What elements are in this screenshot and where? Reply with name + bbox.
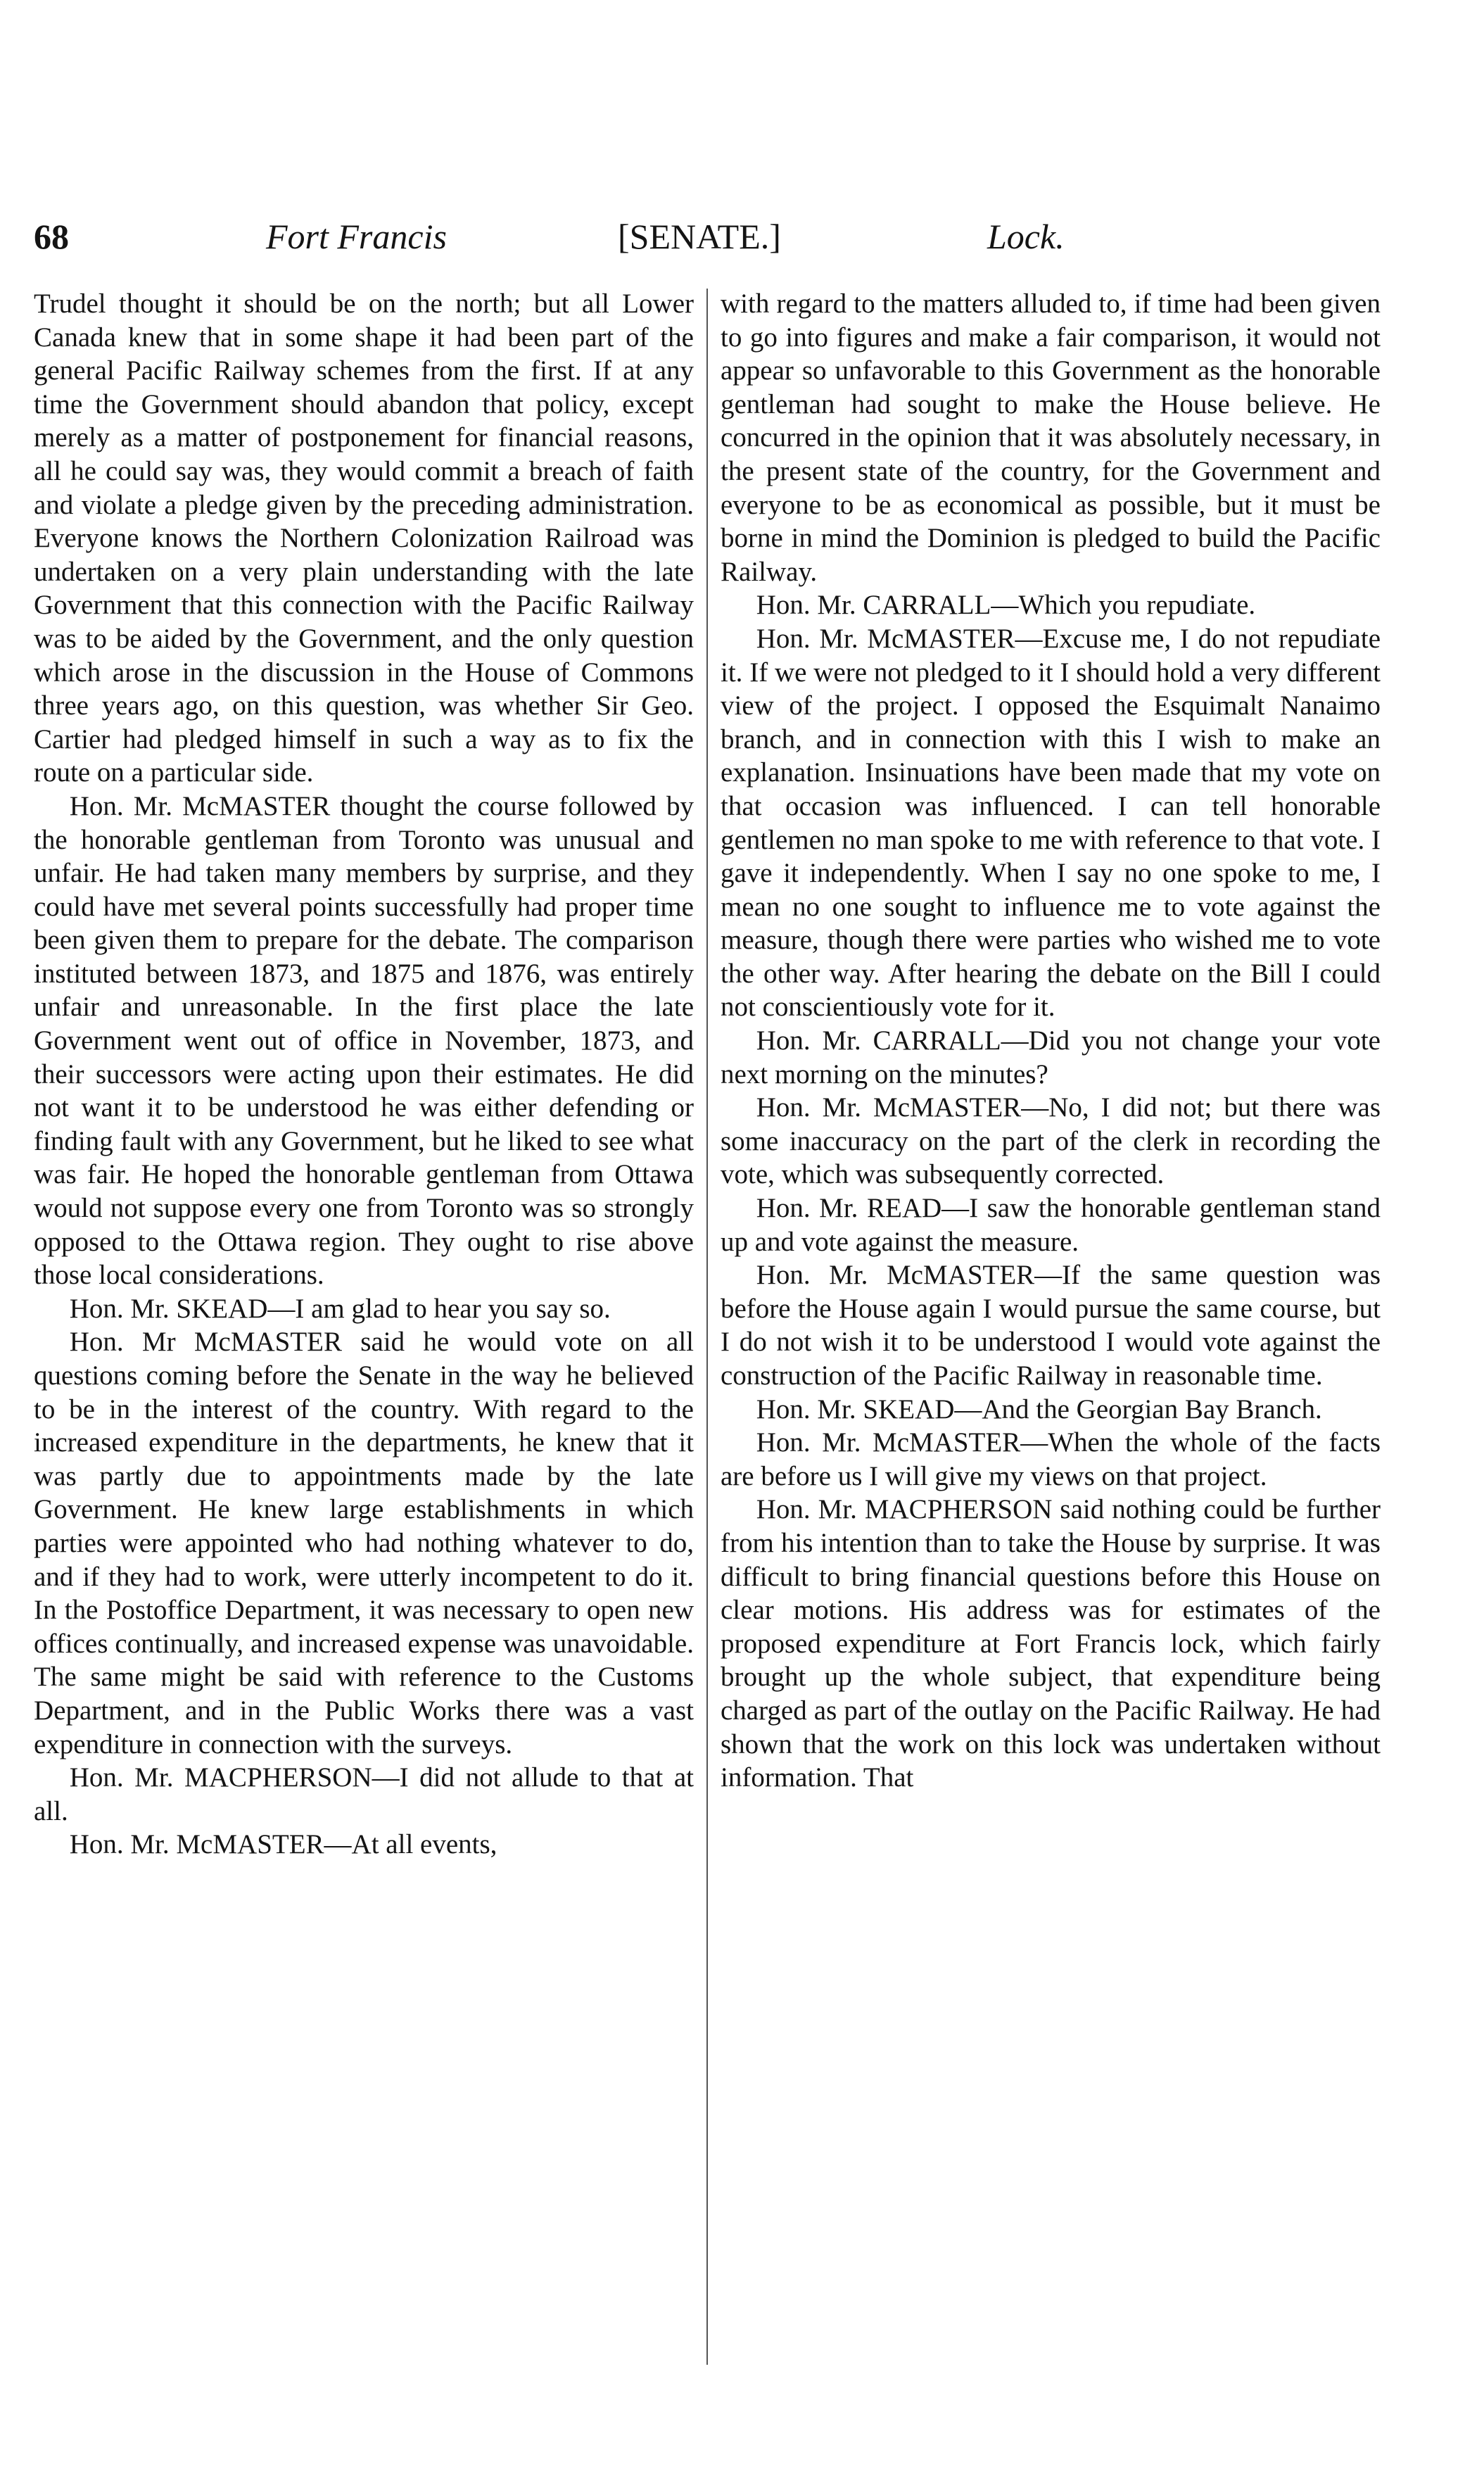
paragraph: Hon. Mr. McMASTER thought the course followed by the honorable gentleman from Toronto was unusual and unfair. He had taken many members by surprise, and they could have met several points successfully had proper time been given them to prepare for the debate. The comparison instituted between 1873, and 1875 and 1876, was entirely unfair and unreasonable. In the first place the late Government went out of office in November, 1873, and their successors were acting upon their estimates. He did not want it to be understood he was either defending or finding fault with any Government, but he liked to see what was fair. He hoped the honorable gentleman from Ottawa would not suppose every one from Toronto was so strongly opposed to the Ottawa region. They ought to rise above those local considerations.: [34, 790, 694, 1291]
paragraph: Hon. Mr. SKEAD—I am glad to hear you say so.: [69, 1293, 611, 1324]
paragraph: Hon. Mr. McMASTER—When the whole of the facts are before us I will give my views on that project.: [721, 1427, 1381, 1491]
paragraph: Hon. Mr. READ—I saw the honorable gentleman stand up and vote against the measure.: [721, 1193, 1381, 1257]
paragraph: Hon. Mr. CARRALL—Did you not change your vote next morning on the minutes?: [721, 1025, 1381, 1089]
paragraph: Trudel thought it should be on the north; but all Lower Canada knew that in some shape it had been part of the general Pacific Railway schemes from the first. If at any time the Government should abandon that policy, except merely as a matter of postponement for financial reasons, all he could say was, they would commit a breach of faith and violate a pledge given by the preceding administration. Everyone knows the Northern Colonization Railroad was undertaken on a very plain understanding with the late Government that this connection with the Pacific Railway was to be aided by the Government, and the only question which arose in the discussion in the House of Commons three years ago, on this question, was whether Sir Geo. Cartier had pledged himself in such a way as to fix the route on a particular side.: [34, 289, 694, 788]
page-header: [34, 208, 1402, 265]
column-divider: [706, 289, 708, 2365]
right-column: [721, 287, 1381, 1795]
paragraph: Hon. Mr. MACPHERSON said nothing could be further from his intention than to take the House by surprise. It was difficult to bring financial questions before this House on clear motions. His address was for estimates of the proposed expenditure at Fort Francis lock, which fairly brought up the whole subject, that expenditure being charged as part of the outlay on the Pacific Railway. He had shown that the work on this lock was undertaken without information. That: [721, 1494, 1381, 1793]
paragraph: Hon. Mr McMASTER said he would vote on all questions coming before the Senate in the way he believed to be in the interest of the country. With regard to the increased expenditure in the departments, he knew that it was partly due to appointments made by the late Government. He knew large establishments in which parties were appointed who had nothing whatever to do, and if they had to work, were utterly incompetent to do it. In the Postoffice Department, it was necessary to open new offices continually, and increased expense was unavoidable. The same might be said with reference to the Customs Department, and in the Public Works there was a vast expenditure in connection with the surveys.: [34, 1327, 694, 1759]
page-number: 68: [34, 217, 69, 256]
left-column: [34, 287, 694, 1862]
paragraph: Hon. Mr. McMASTER—If the same question was before the House again I would pursue the same course, but I do not wish it to be understood I would vote against the construction of the Pacific Railway in reasonable time.: [721, 1260, 1381, 1391]
running-title-right: Lock.: [987, 217, 1065, 256]
running-title-left: Fort Francis: [266, 217, 447, 256]
paragraph: Hon. Mr. MACPHERSON—I did not allude to that at all.: [34, 1762, 694, 1826]
section-title: [SENATE.]: [618, 217, 781, 256]
paragraph: Hon. Mr. McMASTER—At all events,: [69, 1829, 497, 1860]
paragraph: with regard to the matters alluded to, if time had been given to go into figures and make a fair comparison, it would not appear so unfavorable to this Government as the honorable gentleman had sought to make the House believe. He concurred in the opinion that it was absolutely necessary, in the present state of the country, for the Government and everyone to be as economical as possible, but it must be borne in mind the Dominion is pledged to build the Pacific Railway.: [721, 289, 1381, 587]
paragraph: Hon. Mr. SKEAD—And the Georgian Bay Branch.: [756, 1394, 1322, 1424]
paragraph: Hon. Mr. McMASTER—Excuse me, I do not repudiate it. If we were not pledged to it I should hold a very different view of the project. I opposed the Esquimalt Nanaimo branch, and in connection with this I wish to make an explanation. Insinuations have been made that my vote on that occasion was influenced. I can tell honorable gentlemen no man spoke to me with reference to that vote. I gave it independently. When I say no one spoke to me, I mean no one sought to influence me to vote against the measure, though there were parties who wished me to vote the other way. After hearing the debate on the Bill I could not conscientiously vote for it.: [721, 623, 1381, 1023]
paragraph: Hon. Mr. CARRALL—Which you repudiate.: [756, 590, 1256, 621]
paragraph: Hon. Mr. McMASTER—No, I did not; but there was some inaccuracy on the part of the clerk in recording the vote, which was subsequently corrected.: [721, 1092, 1381, 1190]
